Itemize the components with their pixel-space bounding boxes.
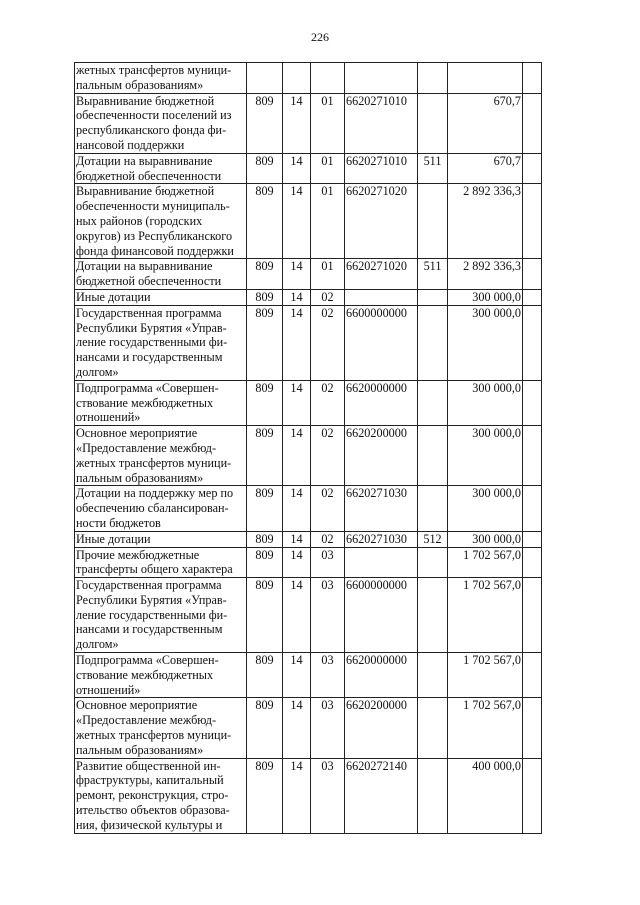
- cell-name-line: пальным образованиям»: [76, 742, 204, 757]
- cell-name: [75, 698, 247, 758]
- cell-razdel: 14: [283, 698, 311, 758]
- cell-amount: 1 702 567,0: [448, 698, 523, 758]
- cell-name-line: долгом»: [76, 637, 119, 652]
- cell-name-line: Выравнивание бюджетной: [76, 93, 215, 108]
- cell-empty: [523, 547, 542, 578]
- cell-razdel: 14: [283, 259, 311, 290]
- cell-name-line: Дотации на выравнивание: [76, 153, 213, 168]
- cell-amount: 400 000,0: [448, 758, 523, 833]
- cell-amount: 300 000,0: [448, 531, 523, 547]
- cell-amount: 1 702 567,0: [448, 547, 523, 578]
- cell-name-line: долгом»: [76, 364, 119, 379]
- cell-ved: 809: [247, 289, 283, 305]
- cell-name-line: ремонт, реконструкция, стро-: [76, 788, 229, 803]
- cell-name-line: обеспеченности поселений из: [76, 108, 232, 123]
- cell-expense-type: [418, 289, 448, 305]
- cell-ved: 809: [247, 259, 283, 290]
- cell-razdel: 14: [283, 93, 311, 153]
- cell-name-line: «Предоставление межбюд-: [76, 440, 217, 455]
- cell-empty: [523, 93, 542, 153]
- cell-name-line: бюджетной обеспеченности: [76, 274, 222, 289]
- cell-podrazdel: 03: [311, 758, 345, 833]
- page-number: 226: [311, 30, 329, 44]
- cell-name-line: Республики Бурятия «Управ-: [76, 592, 227, 607]
- cell-expense-type: [418, 698, 448, 758]
- cell-name-line: Дотации на поддержку мер по: [76, 486, 234, 501]
- cell-razdel: 14: [283, 578, 311, 653]
- cell-name-line: Государственная программа: [76, 578, 222, 593]
- cell-ved: 809: [247, 758, 283, 833]
- table-row: [75, 153, 542, 184]
- cell-razdel: 14: [283, 486, 311, 531]
- cell-name-line: ных районов (городских: [76, 213, 203, 228]
- cell-empty: [523, 758, 542, 833]
- table-row: [75, 259, 542, 290]
- cell-name-line: Подпрограмма «Совершен-: [76, 653, 219, 668]
- cell-empty: [523, 578, 542, 653]
- cell-amount: [448, 63, 523, 94]
- cell-target-article: 6620000000: [345, 380, 418, 425]
- cell-expense-type: [418, 93, 448, 153]
- cell-razdel: 14: [283, 289, 311, 305]
- cell-podrazdel: 01: [311, 259, 345, 290]
- cell-target-article: [345, 547, 418, 578]
- cell-amount: 2 892 336,3: [448, 184, 523, 259]
- cell-name: [75, 486, 247, 531]
- cell-name: [75, 426, 247, 486]
- cell-name-line: жетных трансфертов муници-: [76, 728, 232, 743]
- cell-amount: 670,7: [448, 93, 523, 153]
- cell-amount: 300 000,0: [448, 486, 523, 531]
- table-row: [75, 426, 542, 486]
- cell-name: [75, 758, 247, 833]
- table-row: [75, 486, 542, 531]
- cell-razdel: [283, 63, 311, 94]
- cell-name: [75, 259, 247, 290]
- cell-empty: [523, 653, 542, 698]
- cell-name-line: Государственная программа: [76, 305, 222, 320]
- cell-razdel: 14: [283, 380, 311, 425]
- cell-podrazdel: 01: [311, 184, 345, 259]
- cell-name-line: отношений»: [76, 682, 141, 697]
- cell-ved: [247, 63, 283, 94]
- cell-name: [75, 184, 247, 259]
- cell-empty: [523, 63, 542, 94]
- cell-ved: 809: [247, 531, 283, 547]
- cell-razdel: 14: [283, 531, 311, 547]
- table-row: [75, 578, 542, 653]
- cell-empty: [523, 380, 542, 425]
- cell-empty: [523, 153, 542, 184]
- cell-name: [75, 653, 247, 698]
- table-row: [75, 289, 542, 305]
- cell-ved: 809: [247, 547, 283, 578]
- cell-podrazdel: 01: [311, 93, 345, 153]
- cell-name-line: нансами и государственным: [76, 622, 223, 637]
- cell-name-line: Подпрограмма «Совершен-: [76, 380, 219, 395]
- cell-name-line: ности бюджетов: [76, 515, 161, 530]
- cell-name-line: отношений»: [76, 410, 141, 425]
- cell-ved: 809: [247, 653, 283, 698]
- cell-expense-type: [418, 653, 448, 698]
- table-row: [75, 63, 542, 94]
- cell-ved: 809: [247, 184, 283, 259]
- cell-name-line: Дотации на выравнивание: [76, 259, 213, 274]
- cell-expense-type: [418, 486, 448, 531]
- table-row: [75, 653, 542, 698]
- cell-amount: 300 000,0: [448, 426, 523, 486]
- table-row: [75, 531, 542, 547]
- cell-name-line: обеспечению сбалансирован-: [76, 501, 229, 516]
- cell-razdel: 14: [283, 547, 311, 578]
- cell-empty: [523, 289, 542, 305]
- cell-expense-type: [418, 758, 448, 833]
- cell-name-line: Иные дотации: [76, 289, 151, 304]
- cell-name: [75, 380, 247, 425]
- cell-expense-type: 511: [418, 153, 448, 184]
- cell-empty: [523, 305, 542, 380]
- cell-podrazdel: 02: [311, 289, 345, 305]
- cell-ved: 809: [247, 426, 283, 486]
- cell-podrazdel: 03: [311, 547, 345, 578]
- cell-podrazdel: 02: [311, 486, 345, 531]
- cell-podrazdel: 02: [311, 531, 345, 547]
- cell-expense-type: 512: [418, 531, 448, 547]
- cell-name-line: Выравнивание бюджетной: [76, 184, 215, 199]
- cell-name-line: округов) из Республиканского: [76, 228, 233, 243]
- cell-podrazdel: 01: [311, 153, 345, 184]
- cell-name-line: нансовой поддержки: [76, 137, 185, 152]
- cell-target-article: 6620271030: [345, 486, 418, 531]
- table-row: [75, 305, 542, 380]
- cell-name: [75, 153, 247, 184]
- cell-name-line: пальным образованиям»: [76, 470, 204, 485]
- cell-target-article: 6620000000: [345, 653, 418, 698]
- cell-empty: [523, 531, 542, 547]
- cell-podrazdel: 03: [311, 578, 345, 653]
- cell-name-line: Основное мероприятие: [76, 698, 198, 713]
- cell-name: [75, 531, 247, 547]
- cell-target-article: 6620271020: [345, 259, 418, 290]
- cell-name-line: фонда финансовой поддержки: [76, 243, 234, 258]
- cell-target-article: 6620271010: [345, 153, 418, 184]
- cell-ved: 809: [247, 93, 283, 153]
- cell-name-line: жетных трансфертов муници-: [76, 63, 232, 77]
- cell-name: [75, 63, 247, 94]
- cell-name-line: Прочие межбюджетные: [76, 547, 200, 562]
- cell-name-line: ительство объектов образова-: [76, 803, 230, 818]
- cell-name: [75, 578, 247, 653]
- cell-name: [75, 547, 247, 578]
- cell-name: [75, 289, 247, 305]
- cell-razdel: 14: [283, 653, 311, 698]
- cell-target-article: 6620200000: [345, 698, 418, 758]
- cell-amount: 300 000,0: [448, 380, 523, 425]
- cell-target-article: 6600000000: [345, 578, 418, 653]
- cell-ved: 809: [247, 578, 283, 653]
- cell-target-article: 6620271020: [345, 184, 418, 259]
- cell-target-article: [345, 289, 418, 305]
- cell-ved: 809: [247, 486, 283, 531]
- table-row: [75, 758, 542, 833]
- cell-name-line: фраструктуры, капитальный: [76, 773, 224, 788]
- cell-empty: [523, 486, 542, 531]
- cell-razdel: 14: [283, 305, 311, 380]
- cell-name-line: Развитие общественной ин-: [76, 758, 221, 773]
- cell-name-line: ствование межбюджетных: [76, 395, 214, 410]
- cell-expense-type: 511: [418, 259, 448, 290]
- cell-target-article: 6620272140: [345, 758, 418, 833]
- cell-name-line: Республики Бурятия «Управ-: [76, 320, 227, 335]
- table-row: [75, 184, 542, 259]
- cell-podrazdel: [311, 63, 345, 94]
- cell-name: [75, 93, 247, 153]
- table-row: [75, 380, 542, 425]
- cell-name-line: Основное мероприятие: [76, 426, 198, 441]
- cell-name-line: жетных трансфертов муници-: [76, 455, 232, 470]
- cell-expense-type: [418, 63, 448, 94]
- cell-razdel: 14: [283, 184, 311, 259]
- cell-expense-type: [418, 380, 448, 425]
- cell-expense-type: [418, 547, 448, 578]
- cell-empty: [523, 259, 542, 290]
- table-body: [75, 63, 542, 834]
- table-row: [75, 547, 542, 578]
- cell-name-line: трансферты общего характера: [76, 562, 233, 577]
- cell-razdel: 14: [283, 758, 311, 833]
- cell-razdel: 14: [283, 153, 311, 184]
- cell-target-article: 6620200000: [345, 426, 418, 486]
- cell-empty: [523, 698, 542, 758]
- cell-podrazdel: 02: [311, 426, 345, 486]
- cell-target-article: 6600000000: [345, 305, 418, 380]
- cell-name-line: республиканского фонда фи-: [76, 123, 227, 138]
- cell-ved: 809: [247, 698, 283, 758]
- cell-expense-type: [418, 305, 448, 380]
- cell-name-line: ление государственными фи-: [76, 335, 228, 350]
- cell-amount: 1 702 567,0: [448, 578, 523, 653]
- cell-podrazdel: 03: [311, 698, 345, 758]
- cell-ved: 809: [247, 380, 283, 425]
- table-row: [75, 93, 542, 153]
- cell-target-article: [345, 63, 418, 94]
- cell-name-line: Иные дотации: [76, 531, 151, 546]
- cell-name-line: пальным образованиям»: [76, 77, 204, 92]
- cell-expense-type: [418, 578, 448, 653]
- cell-amount: 1 702 567,0: [448, 653, 523, 698]
- cell-expense-type: [418, 184, 448, 259]
- cell-name-line: ление государственными фи-: [76, 607, 228, 622]
- budget-table: [74, 62, 542, 834]
- cell-empty: [523, 184, 542, 259]
- cell-amount: 670,7: [448, 153, 523, 184]
- cell-amount: 2 892 336,3: [448, 259, 523, 290]
- cell-name-line: «Предоставление межбюд-: [76, 713, 217, 728]
- cell-amount: 300 000,0: [448, 289, 523, 305]
- cell-name-line: бюджетной обеспеченности: [76, 168, 222, 183]
- cell-expense-type: [418, 426, 448, 486]
- cell-name-line: нансами и государственным: [76, 350, 223, 365]
- table-row: [75, 698, 542, 758]
- cell-podrazdel: 02: [311, 380, 345, 425]
- cell-target-article: 6620271010: [345, 93, 418, 153]
- cell-empty: [523, 426, 542, 486]
- cell-amount: 300 000,0: [448, 305, 523, 380]
- cell-name-line: обеспеченности муниципаль-: [76, 199, 230, 214]
- cell-podrazdel: 03: [311, 653, 345, 698]
- cell-target-article: 6620271030: [345, 531, 418, 547]
- cell-ved: 809: [247, 153, 283, 184]
- cell-podrazdel: 02: [311, 305, 345, 380]
- cell-name-line: ствование межбюджетных: [76, 667, 214, 682]
- cell-razdel: 14: [283, 426, 311, 486]
- cell-name-line: ния, физической культуры и: [76, 817, 223, 832]
- cell-ved: 809: [247, 305, 283, 380]
- cell-name: [75, 305, 247, 380]
